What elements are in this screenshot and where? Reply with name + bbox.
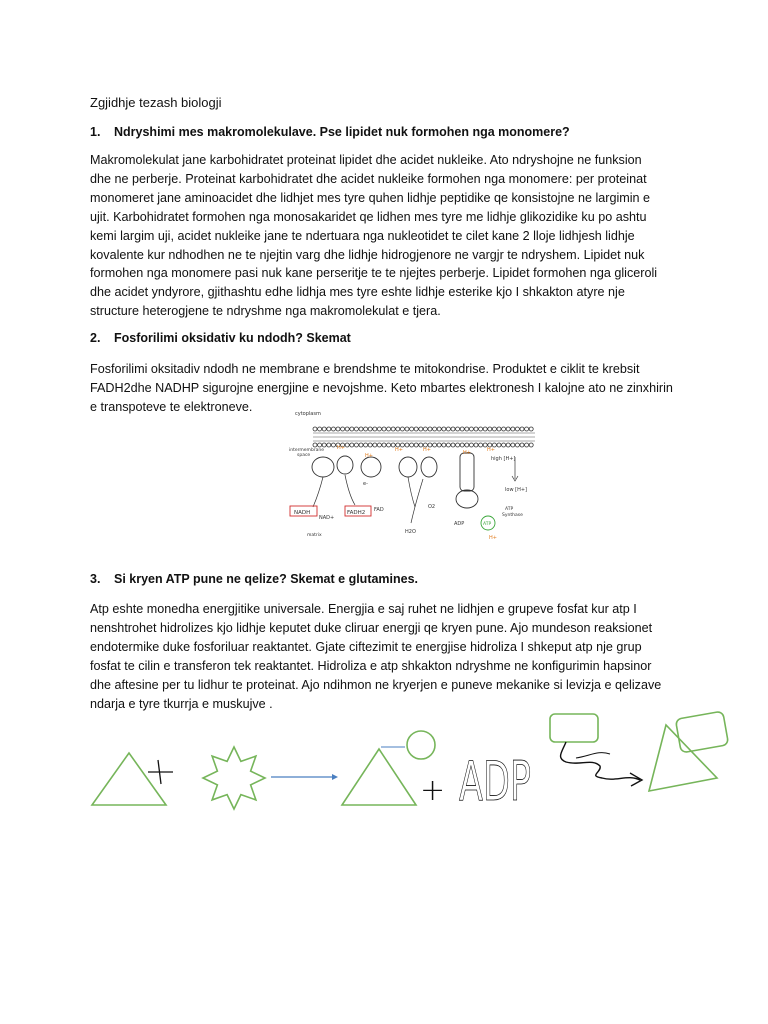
complex-5	[421, 457, 437, 477]
phospholipid-head	[515, 427, 519, 431]
section-3-heading	[90, 572, 418, 586]
phospholipid-head	[382, 427, 386, 431]
space-label: space	[297, 453, 311, 458]
phospholipid-head	[529, 427, 533, 431]
phospholipid-head	[511, 427, 515, 431]
phospholipid-head	[497, 443, 501, 447]
low-proton-label: low [H+]	[505, 487, 527, 493]
phospholipid-head	[318, 427, 322, 431]
paragraph-line: dhe aftesine per tu lidhur te proteinat. Ajo ndihmon ne kryerjen e puneve mekanike si levizja e qelizave	[90, 677, 662, 692]
phospholipid-head	[350, 427, 354, 431]
phospholipid-head	[460, 443, 464, 447]
section-1-paragraph	[90, 151, 678, 321]
phospholipid-head	[488, 427, 492, 431]
cytoplasm-label: cytoplasm	[295, 411, 321, 417]
section-2-heading	[90, 331, 351, 345]
matrix-label: matrix	[307, 533, 322, 538]
phospholipid-head	[322, 427, 326, 431]
phospholipid-head	[520, 427, 524, 431]
electron-label: e-	[363, 481, 368, 487]
section-heading-text: Ndryshimi mes makromolekulave. Pse lipidet nuk formohen nga monomere?	[114, 125, 570, 139]
phospholipid-head	[502, 427, 506, 431]
complex-2	[337, 456, 353, 474]
reaction-arrow-head	[332, 774, 338, 780]
phospholipid-head	[442, 443, 446, 447]
phospholipid-head	[341, 427, 345, 431]
paragraph-line: dhe acidet yndyrore, gjithashtu edhe lidhja mes tyre eshte lidhje esterike kjo I shkakton atyre nje	[90, 285, 625, 300]
section-number: 2.	[90, 331, 101, 345]
nad-label: NAD+	[319, 515, 335, 521]
paragraph-line: Fosforilimi oksitadiv ndodh ne membrane e brendshme te mitokondrise. Produktet e ciklit te krebsit	[90, 362, 640, 376]
phospholipid-head	[423, 427, 427, 431]
phospholipid-head	[460, 427, 464, 431]
section-number: 3.	[90, 572, 101, 586]
paragraph-line: kovalente kur ndhodhen ne te njejtin varg dhe lidhje hidrogjenore ne vargjr te ndryshem. Lipidet nuk	[90, 247, 645, 262]
phospholipid-head	[368, 427, 372, 431]
phospholipid-head	[428, 427, 432, 431]
phospholipid-head	[497, 427, 501, 431]
phospholipid-head	[469, 443, 473, 447]
phospholipid-head	[525, 443, 529, 447]
phospholipid-head	[322, 443, 326, 447]
phospholipid-head	[502, 443, 506, 447]
phospholipid-head	[373, 443, 377, 447]
phospholipid-head	[451, 443, 455, 447]
paragraph-line: structure heterogjene te ndryshme nga makromolekulat e tjera.	[90, 304, 441, 319]
paragraph-line: e transpoteve te elektroneve.	[90, 399, 253, 414]
squiggle-stroke	[576, 753, 610, 758]
phospholipid-head	[442, 427, 446, 431]
phospholipid-head	[350, 443, 354, 447]
phospholipid-head	[437, 443, 441, 447]
phospholipid-head	[451, 427, 455, 431]
section-3-paragraph	[90, 600, 678, 713]
paragraph-line: monomeret jane aminoacidet dhe lidhjet mes tyre quhen lidhje peptidike qe konsistojne ne largimin e	[90, 190, 651, 205]
plus-sign	[148, 760, 173, 784]
phospholipid-head	[525, 427, 529, 431]
phospholipid-head	[437, 427, 441, 431]
phospholipid-head	[506, 443, 510, 447]
paragraph-line: Makromolekulat jane karbohidratet proteinat lipidet dhe acidet nukleike. Ato ndryshojne ne funksion	[90, 153, 642, 167]
phospholipid-head	[354, 443, 358, 447]
phospholipid-head	[433, 443, 437, 447]
star-shape	[203, 747, 265, 809]
section-heading-text: Si kryen ATP pune ne qelize? Skemat e glutamines.	[114, 572, 419, 586]
proton-labels	[337, 445, 497, 541]
phospholipid-head	[364, 427, 368, 431]
paragraph-line: ujit. Karbohidratet formohen nga monosakaridet qe lidhen mes tyre me lidhje glikozidike ku po ashtu	[90, 209, 647, 224]
phospholipid-head	[410, 427, 414, 431]
paragraph-line: kemi largim uji, acidet nukleike jane te ndertuara nga nukleotidet te cilet kane 2 lloje lidhjesh lidhje	[90, 228, 635, 243]
atp-synthase-head	[456, 490, 478, 508]
complex-4	[399, 457, 417, 477]
proton-label: H+	[423, 447, 431, 453]
complex-1	[312, 457, 334, 477]
proton-label: H+	[487, 447, 495, 453]
plus-sign-2: +	[420, 773, 446, 808]
section-number: 1.	[90, 125, 101, 139]
phospholipid-head	[529, 443, 533, 447]
phospholipid-head	[515, 443, 519, 447]
membrane-tails	[313, 433, 535, 441]
phospholipid-head	[433, 427, 437, 431]
proton-label: H+	[463, 450, 471, 456]
phospholipid-head	[387, 427, 391, 431]
phospholipid-head	[483, 427, 487, 431]
phospholipid-head	[345, 427, 349, 431]
o2-label: O2	[428, 504, 436, 510]
paragraph-line: ndarja e tyre tkurrja e muskujve .	[90, 696, 273, 711]
flow-arrows	[313, 457, 518, 523]
phospholipid-head	[474, 427, 478, 431]
electron-transport-complexes	[312, 453, 478, 508]
phospholipid-head	[405, 427, 409, 431]
phospholipid-head	[391, 427, 395, 431]
phospholipid-head	[446, 427, 450, 431]
triangle-shape	[92, 753, 166, 805]
phospholipid-head	[331, 443, 335, 447]
phospholipid-head	[479, 427, 483, 431]
complex-3	[361, 457, 381, 477]
nadh-label: NADH	[294, 510, 311, 516]
membrane-figure	[283, 405, 538, 543]
fadh2-label: FADH2	[347, 510, 366, 516]
high-proton-label: high [H+]	[491, 456, 516, 462]
phospholipid-head	[313, 427, 317, 431]
intermembrane-label: intermembrane	[289, 448, 325, 453]
phospholipid-head	[506, 427, 510, 431]
h2o-label: H2O	[405, 529, 416, 535]
phospholipid-head	[419, 427, 423, 431]
phospholipid-head	[318, 443, 322, 447]
phospholipid-head	[359, 427, 363, 431]
squiggle-arrow	[561, 742, 640, 780]
phospholipid-head	[373, 427, 377, 431]
section-1-heading	[90, 125, 570, 139]
phospholipid-head	[414, 427, 418, 431]
paragraph-line: formohen nga monomere pasi nuk kane perseritje te te njejtes perberje. Lipidet formohen nga gliceroli	[90, 266, 658, 281]
adp-text: ADP	[459, 750, 531, 813]
tilted-box-shape	[675, 711, 728, 753]
phospholipid-head	[387, 443, 391, 447]
adp-label: ADP	[454, 521, 465, 527]
phospholipid-head	[327, 443, 331, 447]
phospholipid-head	[377, 427, 381, 431]
document-title: Zgjidhje tezash biologji	[90, 95, 222, 110]
phospholipid-head	[465, 443, 469, 447]
paragraph-line: endotermike duke fosforiluar reaktantet. Gjate ciftezimit te energjise hidroliza I shkeput atp nje grup	[90, 639, 642, 654]
phospholipid-head	[327, 427, 331, 431]
phospholipid-head	[359, 443, 363, 447]
phospholipid-head	[410, 443, 414, 447]
phospholipid-head	[414, 443, 418, 447]
paragraph-line: fosfat te cilin e transferon tek reaktantet. Hidroliza e atp shkakton ndryshme ne konfigurimin hapsinor	[90, 658, 652, 673]
atp-synthase-stalk	[460, 453, 474, 491]
fad-label: FAD	[374, 507, 384, 513]
section-heading-text: Fosforilimi oksidativ ku ndodh? Skemat	[114, 331, 351, 345]
phospholipid-head	[456, 443, 460, 447]
atp-label: ATP	[483, 522, 492, 527]
phospholipid-head	[465, 427, 469, 431]
tilted-triangle-shape	[649, 725, 717, 791]
phospholipid-head	[345, 443, 349, 447]
phospholipid-head	[446, 443, 450, 447]
phospholipid-head	[456, 427, 460, 431]
phospholipid-head	[331, 427, 335, 431]
phospholipid-head	[336, 427, 340, 431]
phospholipid-head	[479, 443, 483, 447]
rounded-box-shape	[550, 714, 598, 742]
proton-label: H+	[489, 535, 497, 541]
proton-label: H+	[365, 453, 373, 459]
phospholipid-head	[354, 427, 358, 431]
phospholipid-head	[511, 443, 515, 447]
phospholipid-head	[400, 427, 404, 431]
paragraph-line: FADH2dhe NADHP sigurojne energjine e nevojshme. Keto mbartes elektronesh I kalojne ato ne zinxhirin	[90, 380, 673, 395]
phospholipid-head	[520, 443, 524, 447]
phospholipid-head	[313, 443, 317, 447]
phospholipid-head	[364, 443, 368, 447]
atp-synthase-label-1: ATP	[505, 507, 514, 512]
phospholipid-head	[382, 443, 386, 447]
phospholipid-head	[474, 443, 478, 447]
phospholipid-head	[469, 427, 473, 431]
phospholipid-head	[377, 443, 381, 447]
phospholipid-head	[368, 443, 372, 447]
phospholipid-head	[492, 427, 496, 431]
triangle-phosphate-shape	[342, 749, 416, 805]
squiggle-arrowhead	[630, 773, 642, 786]
phospholipid-head	[396, 427, 400, 431]
atp-scheme-figure	[0, 700, 768, 820]
atp-synthase-label-2: Synthase	[502, 513, 523, 518]
proton-label: H+	[395, 447, 403, 453]
paragraph-line: dhe ne perberje. Proteinat karbohidratet dhe acidet nukleike formohen nga monomere: per proteinat	[90, 171, 647, 186]
proton-label: H+	[337, 445, 345, 451]
paragraph-line: Atp eshte monedha energjitike universale. Energjia e saj ruhet ne lidhjen e grupeve fosfat kur atp I	[90, 602, 637, 616]
paragraph-line: nenshtrohet hidrolizes kjo lidhje keputet duke cliruar energji qe kryen pune. Ajo mundeson reaksionet	[90, 620, 653, 635]
phosphate-circle	[407, 731, 435, 759]
phospholipid-head	[405, 443, 409, 447]
